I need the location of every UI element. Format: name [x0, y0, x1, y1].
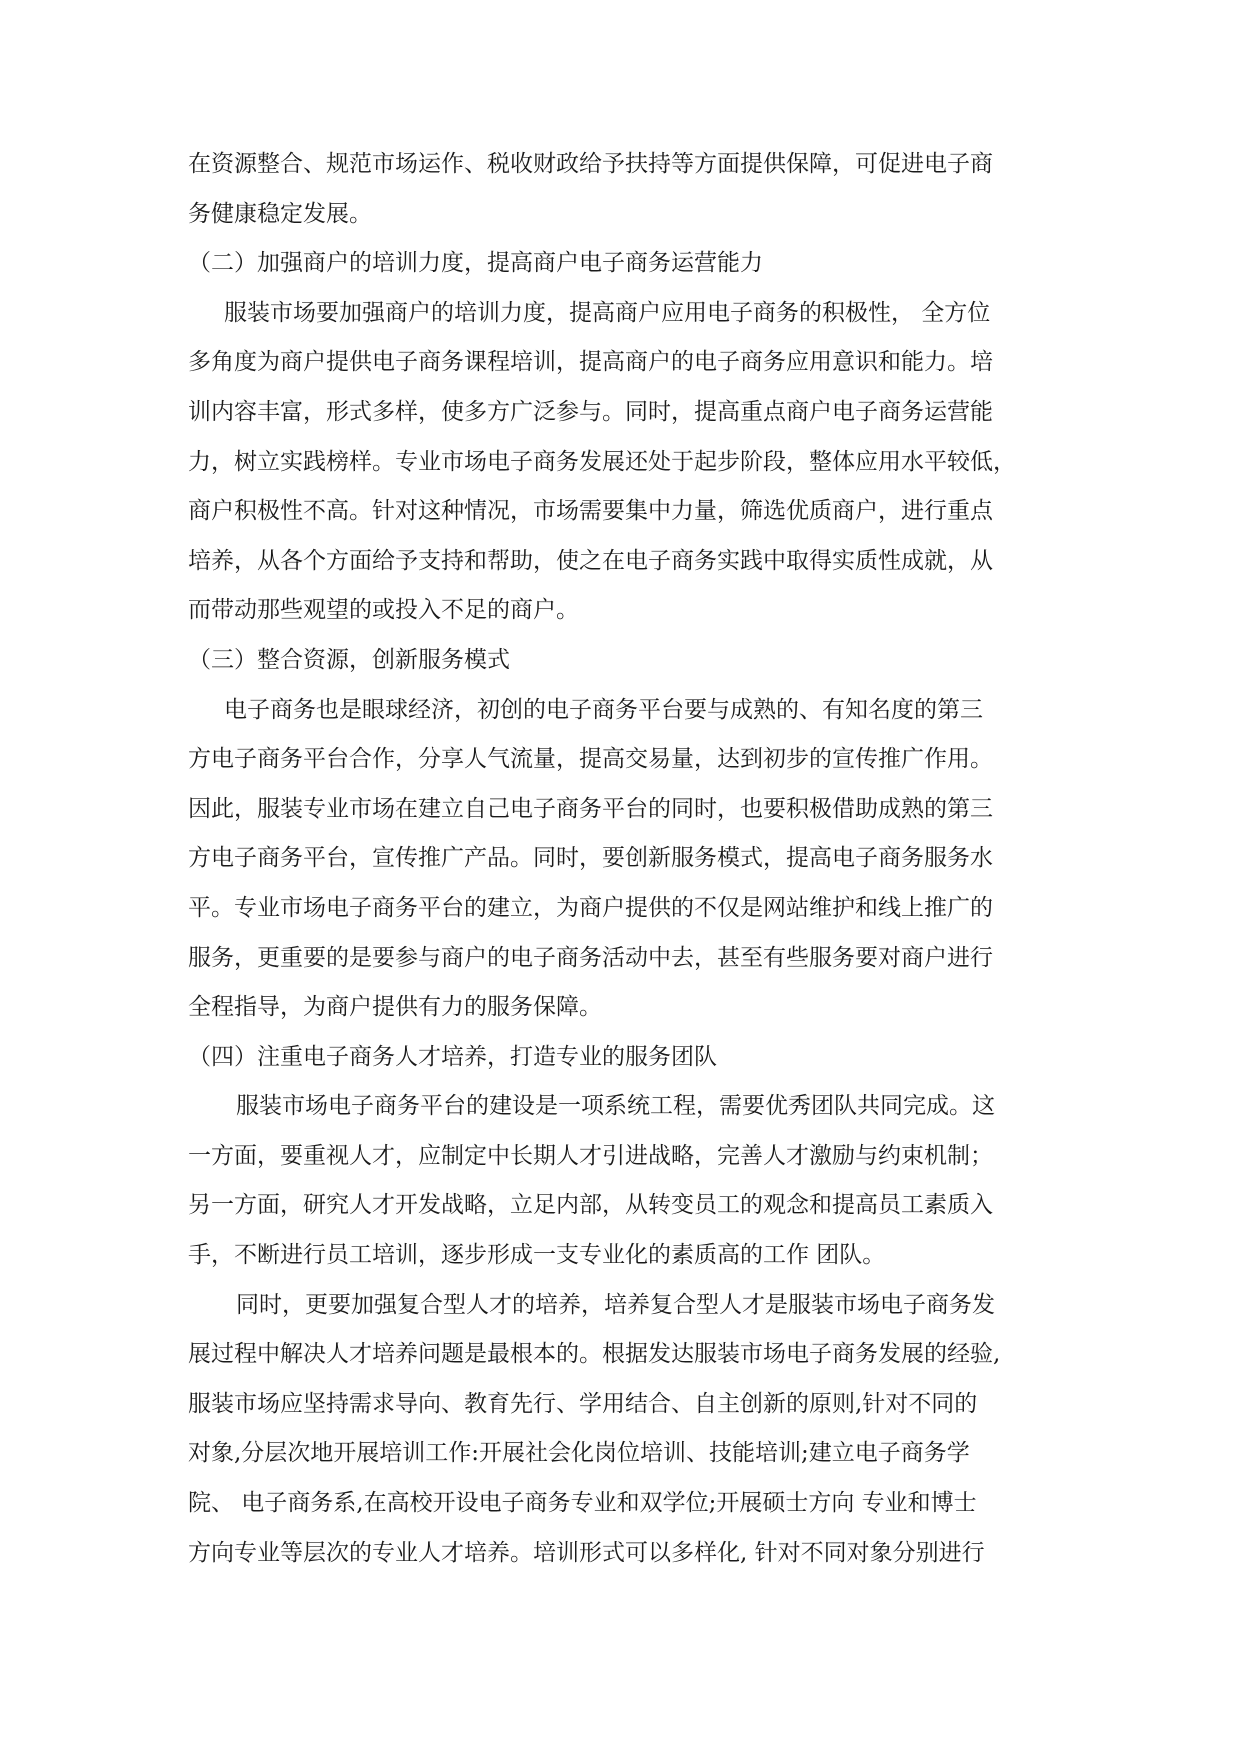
- section-heading: （二）加强商户的培训力度，提高商户电子商务运营能力: [188, 250, 763, 277]
- paragraph-line: 一方面，要重视人才，应制定中长期人才引进战略，完善人才激励与约束机制；: [188, 1142, 993, 1169]
- paragraph-line: 手，不断进行员工培训，逐步形成一支专业化的素质高的工作 团队。: [188, 1242, 886, 1269]
- paragraph-line: 方电子商务平台，宣传推广产品。同时，要创新服务模式，提高电子商务服务水: [188, 845, 993, 872]
- paragraph-line: 培养，从各个方面给予支持和帮助，使之在电子商务实践中取得实质性成就，从: [188, 547, 993, 574]
- paragraph-line: 展过程中解决人才培养问题是最根本的。根据发达服装市场电子商务发展的经验,: [188, 1341, 1001, 1368]
- section-heading: （三）整合资源，创新服务模式: [188, 646, 510, 673]
- paragraph-line: 因此，服装专业市场在建立自己电子商务平台的同时，也要积极借助成熟的第三: [188, 795, 993, 822]
- paragraph-line: 训内容丰富，形式多样，使多方广泛参与。同时，提高重点商户电子商务运营能: [188, 398, 993, 425]
- paragraph-line: 院、 电子商务系,在高校开设电子商务专业和双学位;开展硕士方向 专业和博士: [188, 1490, 977, 1517]
- paragraph-line: 全程指导，为商户提供有力的服务保障。: [188, 994, 602, 1021]
- paragraph-line: 同时，更要加强复合型人才的培养，培养复合型人才是服装市场电子商务发: [236, 1291, 995, 1318]
- paragraph-line: 在资源整合、规范市场运作、税收财政给予扶持等方面提供保障，可促进电子商: [188, 151, 993, 177]
- paragraph-line: 平。专业市场电子商务平台的建立，为商户提供的不仅是网站维护和线上推广的: [188, 894, 993, 921]
- paragraph-line: 多角度为商户提供电子商务课程培训，提高商户的电子商务应用意识和能力。培: [188, 349, 993, 376]
- paragraph-line: 务健康稳定发展。: [188, 200, 372, 227]
- document-body: [188, 140, 1054, 1578]
- paragraph-line: 而带动那些观望的或投入不足的商户。: [188, 597, 579, 624]
- paragraph-line: 方电子商务平台合作，分享人气流量，提高交易量，达到初步的宣传推广作用。: [188, 746, 993, 773]
- paragraph-line: 另一方面，研究人才开发战略，立足内部，从转变员工的观念和提高员工素质入: [188, 1192, 993, 1219]
- paragraph-line: 服装市场应坚持需求导向、教育先行、学用结合、自主创新的原则,针对不同的: [188, 1390, 978, 1417]
- paragraph-line: 服务，更重要的是要参与商户的电子商务活动中去，甚至有些服务要对商户进行: [188, 944, 993, 971]
- paragraph-line: 方向专业等层次的专业人才培养。培训形式可以多样化, 针对不同对象分别进行: [188, 1539, 985, 1566]
- section-heading: （四）注重电子商务人才培养，打造专业的服务团队: [188, 1043, 717, 1070]
- paragraph-line: 力，树立实践榜样。专业市场电子商务发展还处于起步阶段，整体应用水平较低，: [188, 448, 1016, 475]
- paragraph-line: 对象,分层次地开展培训工作:开展社会化岗位培训、技能培训;建立电子商务学: [188, 1440, 970, 1467]
- paragraph-line: 服装市场要加强商户的培训力度，提高商户应用电子商务的积极性， 全方位: [224, 299, 991, 326]
- paragraph-line: 电子商务也是眼球经济，初创的电子商务平台要与成熟的、有知名度的第三: [224, 696, 983, 723]
- paragraph-line: 服装市场电子商务平台的建设是一项系统工程，需要优秀团队共同完成。这: [236, 1093, 995, 1120]
- paragraph-line: 商户积极性不高。针对这种情况，市场需要集中力量，筛选优质商户，进行重点: [188, 498, 993, 525]
